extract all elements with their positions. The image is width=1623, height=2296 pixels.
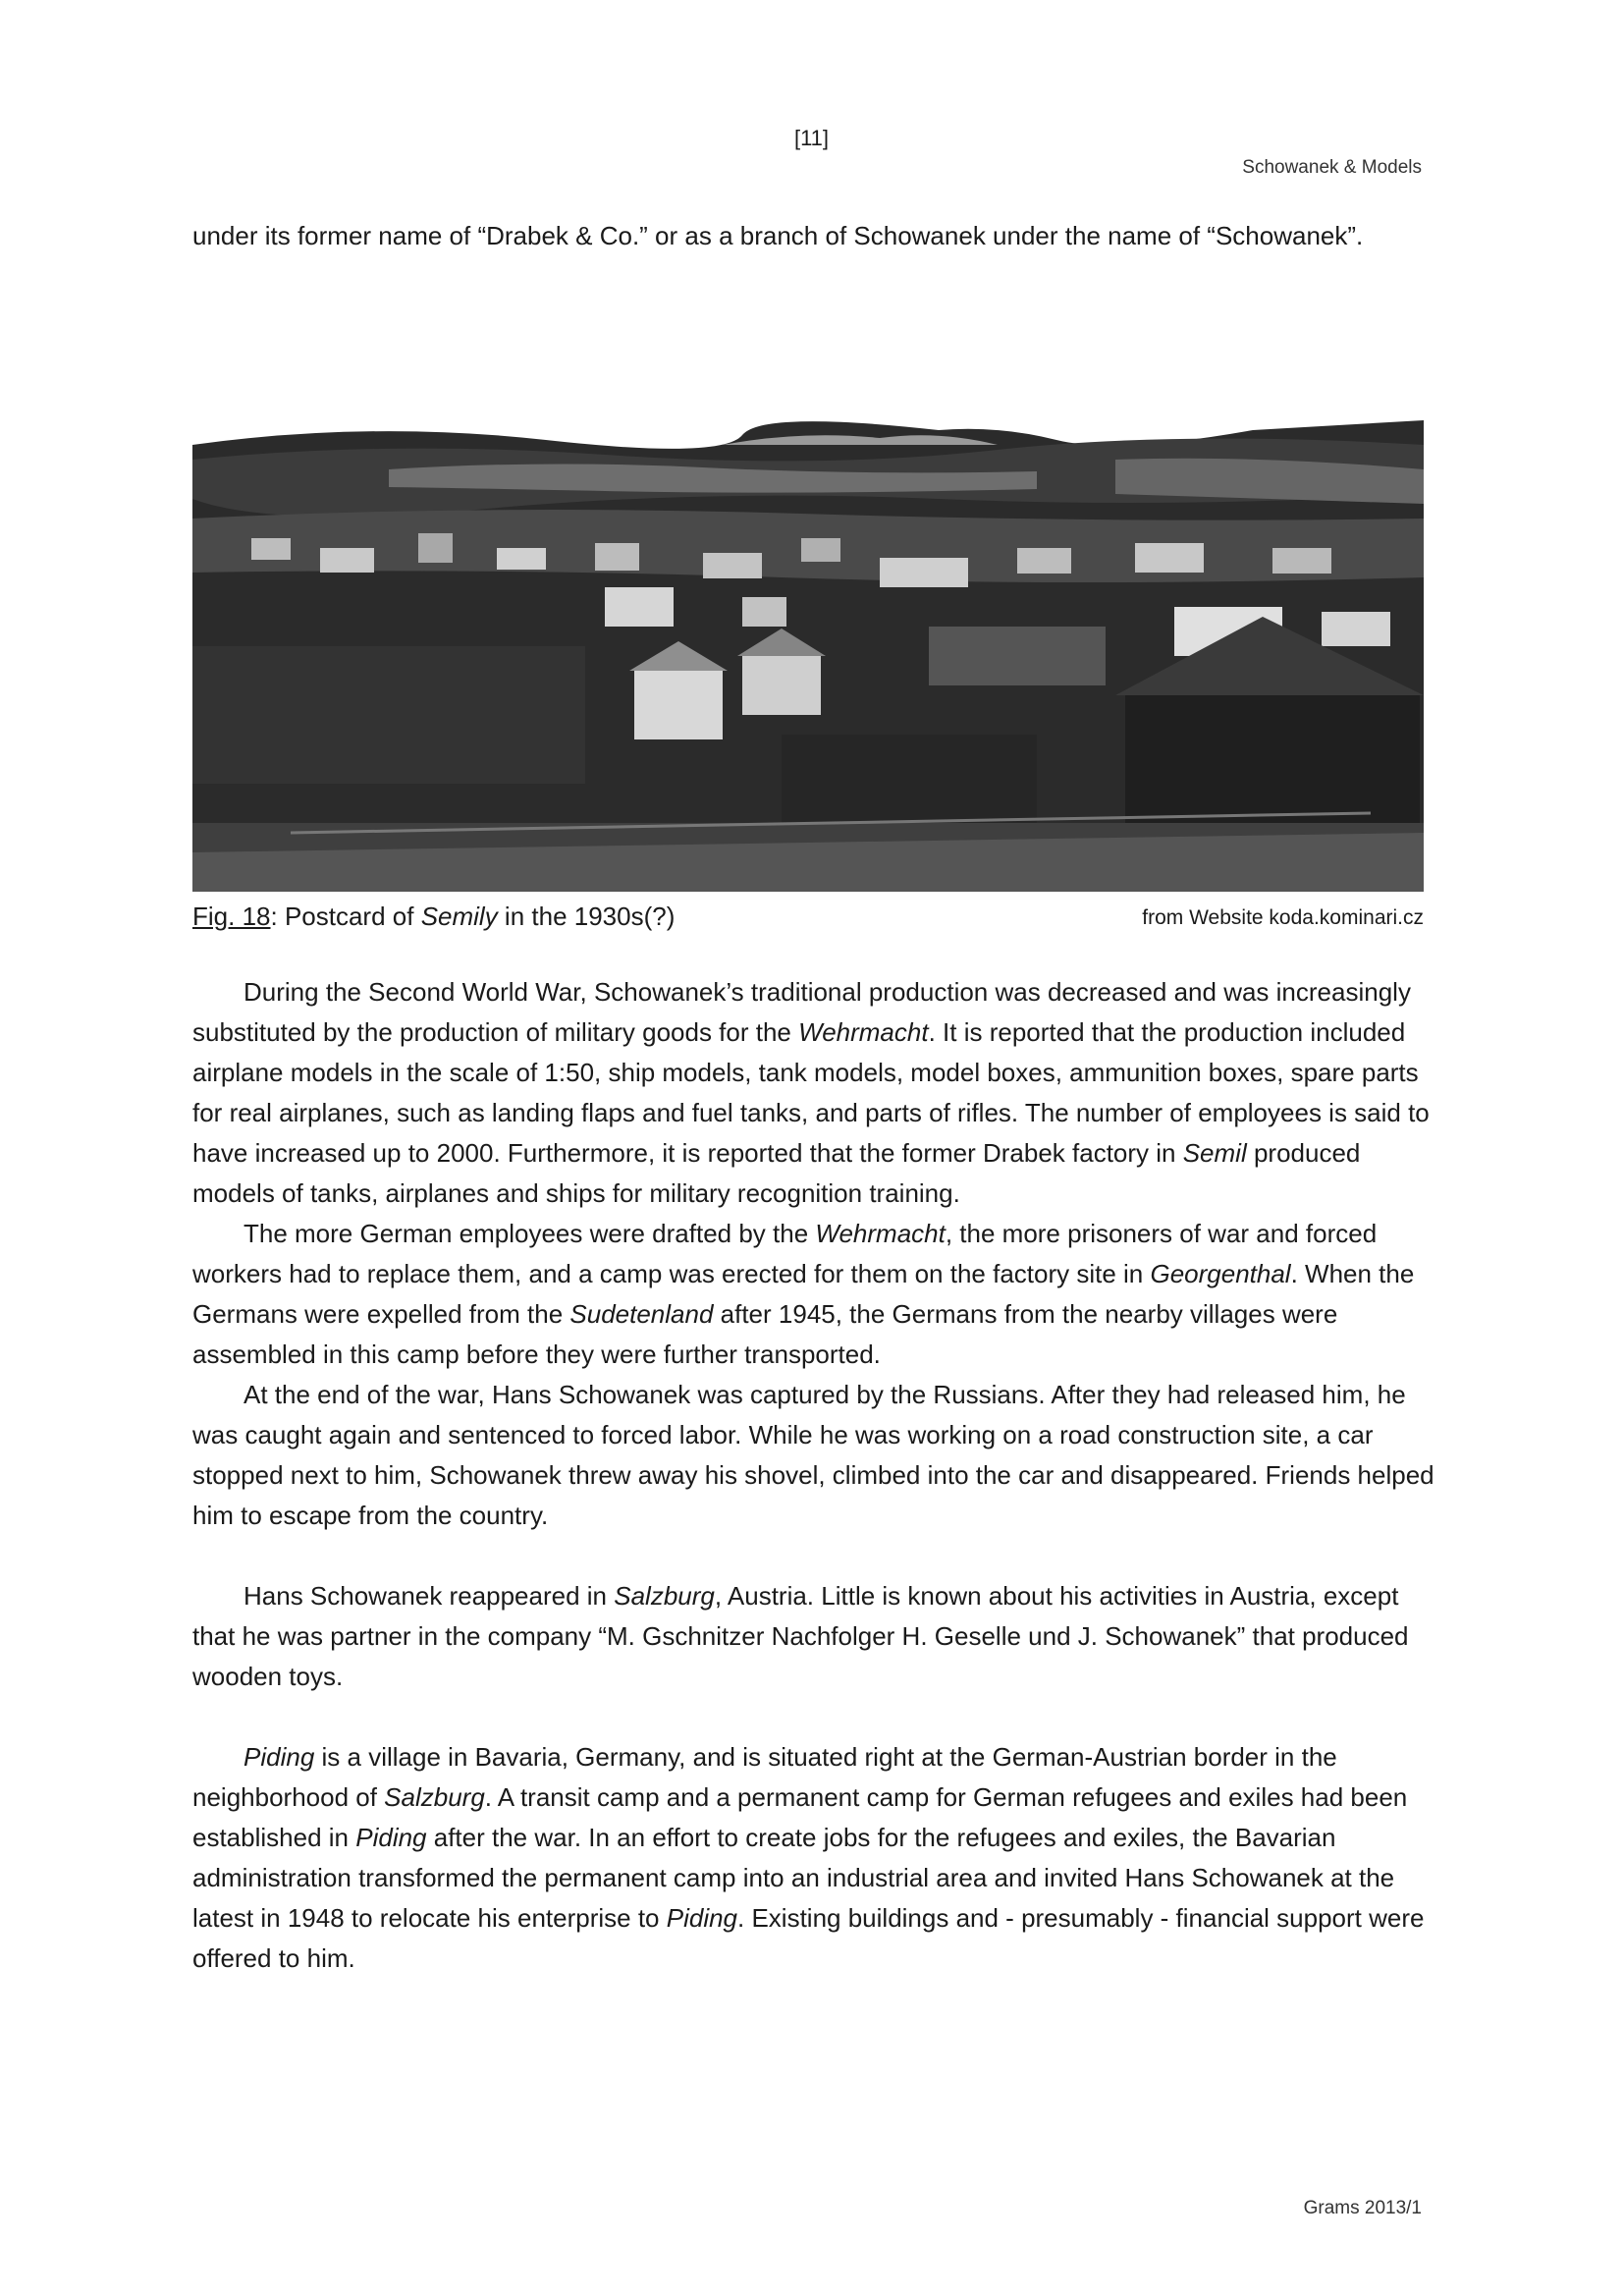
paragraph-war-production: [192, 972, 1439, 1214]
footer-issue: Grams 2013/1: [1303, 2198, 1422, 2218]
text-run-italic: Wehrmacht: [815, 1219, 946, 1248]
text-run-italic: Salzburg: [384, 1782, 485, 1812]
text-run: . When the Germans were expelled from the: [192, 1259, 1415, 1329]
figure-source: from Website koda.kominari.cz: [1142, 906, 1424, 929]
text-run-italic: Georgenthal: [1150, 1259, 1291, 1288]
paragraph-capture: At the end of the war, Hans Schowanek was captured by the Russians. After they had released him, he was caught again and sentenced to forced labor. While he was working on a road construction site, a car stopped next to him, Schowanek threw away his shovel, climbed into the car and disappeared. Friends helped him to escape from the country.: [192, 1380, 1434, 1530]
text-run: . A transit camp and a permanent camp for German refugees and exiles had been established in: [192, 1782, 1408, 1852]
text-run-italic: Wehrmacht: [798, 1017, 929, 1047]
text-run-italic: Piding: [355, 1823, 427, 1852]
postcard-photo: [192, 401, 1424, 892]
text-run: . It is reported that the production included airplane models in the scale of 1:50, ship models, tank models, model boxes, ammunition boxes, spare parts for real airplanes, such as landing flaps and fuel tanks, and parts of rifles. The number of employees is said to have increased up to 2000. Furthermore, it is reported that the former Drabek factory in: [192, 1017, 1430, 1168]
text-run-italic: Piding: [243, 1742, 315, 1772]
caption-place: Semily: [420, 902, 498, 931]
paragraph-piding: [192, 1737, 1439, 1979]
text-run: after the war. In an effort to create jobs for the refugees and exiles, the Bavarian administration transformed the permanent camp into an industrial area and invited Hans Schowanek at the latest in 1948 to relocate his enterprise to: [192, 1823, 1395, 1933]
figure-label: Fig. 18: [192, 902, 271, 931]
text-run-italic: Semil: [1182, 1138, 1247, 1168]
text-run: , Austria. Little is known about his activities in Austria, except that he was partner in the company “M. Gschnitzer Nachfolger H. Geselle und J. Schowanek” that produced wooden toys.: [192, 1581, 1409, 1691]
text-run: The more German employees were drafted by the: [243, 1219, 816, 1248]
intro-paragraph: under its former name of “Drabek & Co.” or as a branch of Schowanek under the name of “Schowanek”.: [192, 221, 1364, 250]
text-run: is a village in Bavaria, Germany, and is situated right at the German-Austrian border in the neighborhood of: [192, 1742, 1337, 1812]
caption-text-1: : Postcard of: [270, 902, 421, 931]
text-run-italic: Sudetenland: [569, 1299, 714, 1329]
text-run: produced models of tanks, airplanes and ships for military recognition training.: [192, 1138, 1361, 1208]
text-run: , the more prisoners of war and forced workers had to replace them, and a camp was erected for them on the factory site in: [192, 1219, 1378, 1288]
paragraph-forced-workers: [192, 1214, 1439, 1375]
text-run-italic: Piding: [666, 1903, 738, 1933]
text-run: . Existing buildings and - presumably - financial support were offered to him.: [192, 1903, 1425, 1973]
caption-text-2: in the 1930s(?): [497, 902, 676, 931]
text-run: During the Second World War, Schowanek’s traditional production was decreased and was increasingly substituted by the production of military goods for the: [192, 977, 1411, 1047]
text-run: after 1945, the Germans from the nearby villages were assembled in this camp before they were further transported.: [192, 1299, 1338, 1369]
paragraph-salzburg: [192, 1576, 1439, 1697]
body-text: [192, 972, 1439, 1979]
text-run-italic: Salzburg: [614, 1581, 715, 1611]
page-number: [11]: [793, 126, 830, 150]
running-header: Schowanek & Models: [1242, 157, 1422, 178]
text-run: Hans Schowanek reappeared in: [243, 1581, 615, 1611]
figure-caption: [192, 899, 1424, 934]
